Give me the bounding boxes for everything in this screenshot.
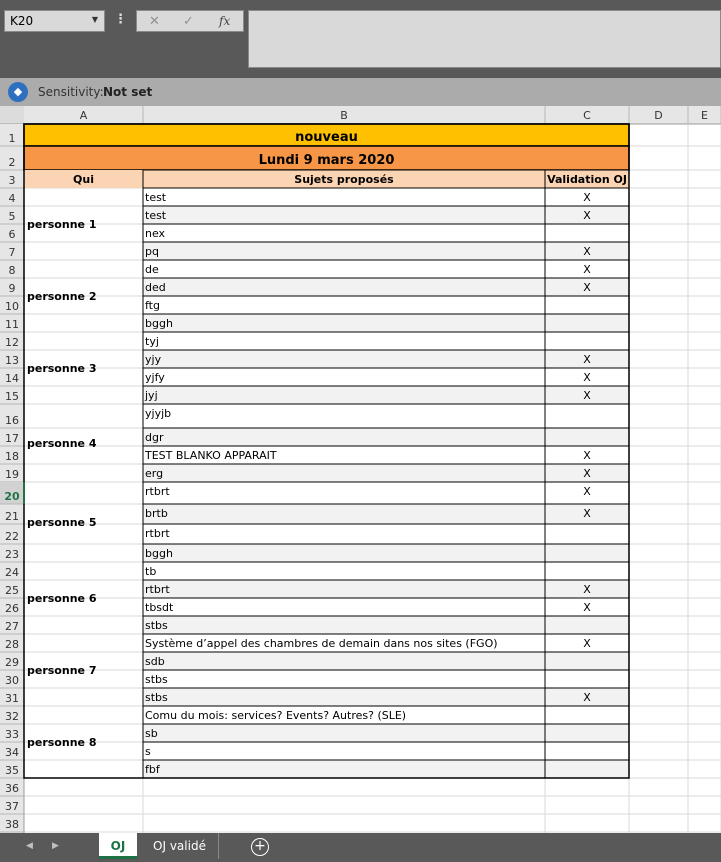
row-header-20[interactable]: 20 — [4, 490, 20, 503]
formula-input[interactable] — [248, 10, 721, 68]
row-header-28[interactable]: 28 — [5, 638, 19, 651]
row-header-19[interactable]: 19 — [5, 468, 19, 481]
validation-mark: X — [583, 281, 591, 294]
person-label: personne 6 — [27, 592, 97, 605]
subject-text: dgr — [145, 431, 164, 444]
subject-text: stbs — [145, 691, 168, 704]
row-header-11[interactable]: 11 — [5, 318, 19, 331]
validation-mark: X — [583, 353, 591, 366]
subject-text: jyj — [145, 389, 158, 402]
name-box-value: K20 — [10, 14, 34, 28]
subject-text: test — [145, 209, 167, 222]
row-header-18[interactable]: 18 — [5, 450, 19, 463]
row-header-10[interactable]: 10 — [5, 300, 19, 313]
validation-mark: X — [583, 389, 591, 402]
validation-mark: X — [583, 485, 591, 498]
subject-text: tyj — [145, 335, 159, 348]
row-header-35[interactable]: 35 — [5, 764, 19, 777]
subject-text: fbf — [145, 763, 160, 776]
row-header-15[interactable]: 15 — [5, 390, 19, 403]
sensitivity-value[interactable]: Not set — [103, 85, 153, 99]
zebra-fill — [143, 428, 629, 446]
row-header-4[interactable]: 4 — [8, 192, 16, 205]
enter-icon[interactable]: ✓ — [183, 14, 194, 29]
subject-text: yjyjb — [145, 407, 172, 420]
subject-text: rtbrt — [145, 485, 170, 498]
validation-mark: X — [583, 209, 591, 222]
subject-text: pq — [145, 245, 159, 258]
row-header-14[interactable]: 14 — [5, 372, 19, 385]
zebra-fill — [143, 314, 629, 332]
subject-text: stbs — [145, 673, 168, 686]
row-header-9[interactable]: 9 — [8, 282, 16, 295]
zebra-fill — [143, 544, 629, 562]
row-header-21[interactable]: 21 — [5, 510, 19, 523]
subject-text: test — [145, 191, 167, 204]
zebra-fill — [143, 652, 629, 670]
subject-text: Comu du mois: services? Events? Autres? (SLE) — [145, 709, 407, 722]
zebra-fill — [143, 386, 629, 404]
subject-text: nex — [145, 227, 166, 240]
subject-text: ded — [145, 281, 166, 294]
row-header-27[interactable]: 27 — [5, 620, 19, 633]
row-header-24[interactable]: 24 — [5, 566, 19, 579]
add-sheet-icon[interactable]: + — [251, 838, 269, 856]
row-header-13[interactable]: 13 — [5, 354, 19, 367]
subject-text: s — [145, 745, 151, 758]
name-box[interactable] — [4, 10, 105, 32]
zebra-fill — [143, 278, 629, 296]
formula-buttons — [136, 10, 244, 32]
person-label: personne 7 — [27, 664, 97, 677]
cancel-icon[interactable]: ✕ — [149, 14, 160, 29]
validation-mark: X — [583, 449, 591, 462]
tab-oj[interactable]: OJ — [99, 833, 137, 859]
person-label: personne 4 — [27, 437, 97, 450]
row-header-38[interactable]: 38 — [5, 818, 19, 831]
select-all-corner[interactable] — [0, 106, 24, 124]
header-sujets-text: Sujets proposés — [294, 173, 394, 186]
zebra-fill — [143, 580, 629, 598]
date-text: Lundi 9 mars 2020 — [258, 153, 395, 168]
zebra-fill — [143, 760, 629, 778]
row-header-3[interactable]: 3 — [8, 174, 16, 187]
column-header-d[interactable]: D — [654, 109, 663, 122]
grid-canvas[interactable] — [0, 106, 721, 833]
row-header-26[interactable]: 26 — [5, 602, 19, 615]
row-header-29[interactable]: 29 — [5, 656, 19, 669]
more-options-icon[interactable]: ⋮ — [114, 12, 127, 27]
spreadsheet-grid[interactable] — [0, 106, 721, 833]
subject-text: sb — [145, 727, 158, 740]
header-validation-text: Validation OJ — [547, 173, 627, 186]
row-header-6[interactable]: 6 — [8, 228, 16, 241]
scroll-right-icon[interactable]: ▶ — [52, 841, 59, 851]
validation-mark: X — [583, 467, 591, 480]
validation-mark: X — [583, 245, 591, 258]
subject-text: yjfy — [145, 371, 165, 384]
row-header-36[interactable]: 36 — [5, 782, 19, 795]
subject-text: bggh — [145, 317, 173, 330]
title-text: nouveau — [295, 130, 358, 145]
validation-mark: X — [583, 371, 591, 384]
validation-mark: X — [583, 583, 591, 596]
subject-text: tb — [145, 565, 157, 578]
row-header-37[interactable]: 37 — [5, 800, 19, 813]
row-header-16[interactable]: 16 — [5, 414, 19, 427]
sensitivity-label: Sensitivity: — [38, 85, 104, 99]
validation-mark: X — [583, 601, 591, 614]
row-header-8[interactable]: 8 — [8, 264, 16, 277]
header-qui-text: Qui — [73, 173, 94, 186]
sensitivity-tag-icon[interactable]: ◆ — [8, 82, 28, 102]
subject-text: TEST BLANKO APPARAIT — [145, 449, 277, 462]
subject-text: rtbrt — [145, 527, 170, 540]
zebra-fill — [143, 464, 629, 482]
formula-bar — [0, 0, 721, 78]
subject-text: ftg — [145, 299, 160, 312]
validation-mark: X — [583, 637, 591, 650]
column-header-c[interactable]: C — [583, 109, 591, 122]
person-label: personne 3 — [27, 362, 97, 375]
sheet-tab-bar — [0, 833, 721, 862]
person-label: personne 2 — [27, 290, 97, 303]
scroll-left-icon[interactable]: ◀ — [26, 841, 33, 851]
subject-text: sdb — [145, 655, 165, 668]
person-label: personne 5 — [27, 516, 97, 529]
row-header-22[interactable]: 22 — [5, 530, 19, 543]
subject-text: erg — [145, 467, 164, 480]
insert-function-icon[interactable]: fx — [219, 14, 231, 28]
row-header-34[interactable]: 34 — [5, 746, 19, 759]
row-header-30[interactable]: 30 — [5, 674, 19, 687]
zebra-fill — [143, 724, 629, 742]
subject-text: brtb — [145, 507, 168, 520]
row-header-33[interactable]: 33 — [5, 728, 19, 741]
subject-text: Système d’appel des chambres de demain dans nos sites (FGO) — [145, 637, 498, 650]
subject-text: tbsdt — [145, 601, 174, 614]
column-header-a[interactable]: A — [79, 109, 88, 122]
validation-mark: X — [583, 507, 591, 520]
zebra-fill — [143, 504, 629, 524]
zebra-fill — [143, 688, 629, 706]
validation-mark: X — [583, 191, 591, 204]
row-header-2[interactable]: 2 — [8, 156, 16, 169]
row-header-1[interactable]: 1 — [8, 132, 16, 145]
subject-text: stbs — [145, 619, 168, 632]
row-header-23[interactable]: 23 — [5, 548, 19, 561]
row-header-32[interactable]: 32 — [5, 710, 19, 723]
subject-text: de — [145, 263, 159, 276]
row-header-5[interactable]: 5 — [8, 210, 16, 223]
column-header-band — [0, 106, 721, 124]
validation-mark: X — [583, 691, 591, 704]
row-header-12[interactable]: 12 — [5, 336, 19, 349]
person-label: personne 8 — [27, 736, 97, 749]
sensitivity-bar — [0, 78, 721, 106]
column-header-e[interactable]: E — [701, 109, 708, 122]
zebra-fill — [143, 206, 629, 224]
zebra-fill — [143, 616, 629, 634]
subject-text: yjy — [145, 353, 162, 366]
row-header-7[interactable]: 7 — [8, 246, 16, 259]
column-header-b[interactable]: B — [340, 109, 348, 122]
person-label: personne 1 — [27, 218, 97, 231]
row-header-31[interactable]: 31 — [5, 692, 19, 705]
subject-text: rtbrt — [145, 583, 170, 596]
row-header-25[interactable]: 25 — [5, 584, 19, 597]
chevron-down-icon[interactable]: ▼ — [91, 15, 98, 24]
subject-text: bggh — [145, 547, 173, 560]
zebra-fill — [143, 350, 629, 368]
row-header-17[interactable]: 17 — [5, 432, 19, 445]
zebra-fill — [143, 242, 629, 260]
validation-mark: X — [583, 263, 591, 276]
tab-oj-valide[interactable]: OJ validé — [141, 833, 219, 859]
